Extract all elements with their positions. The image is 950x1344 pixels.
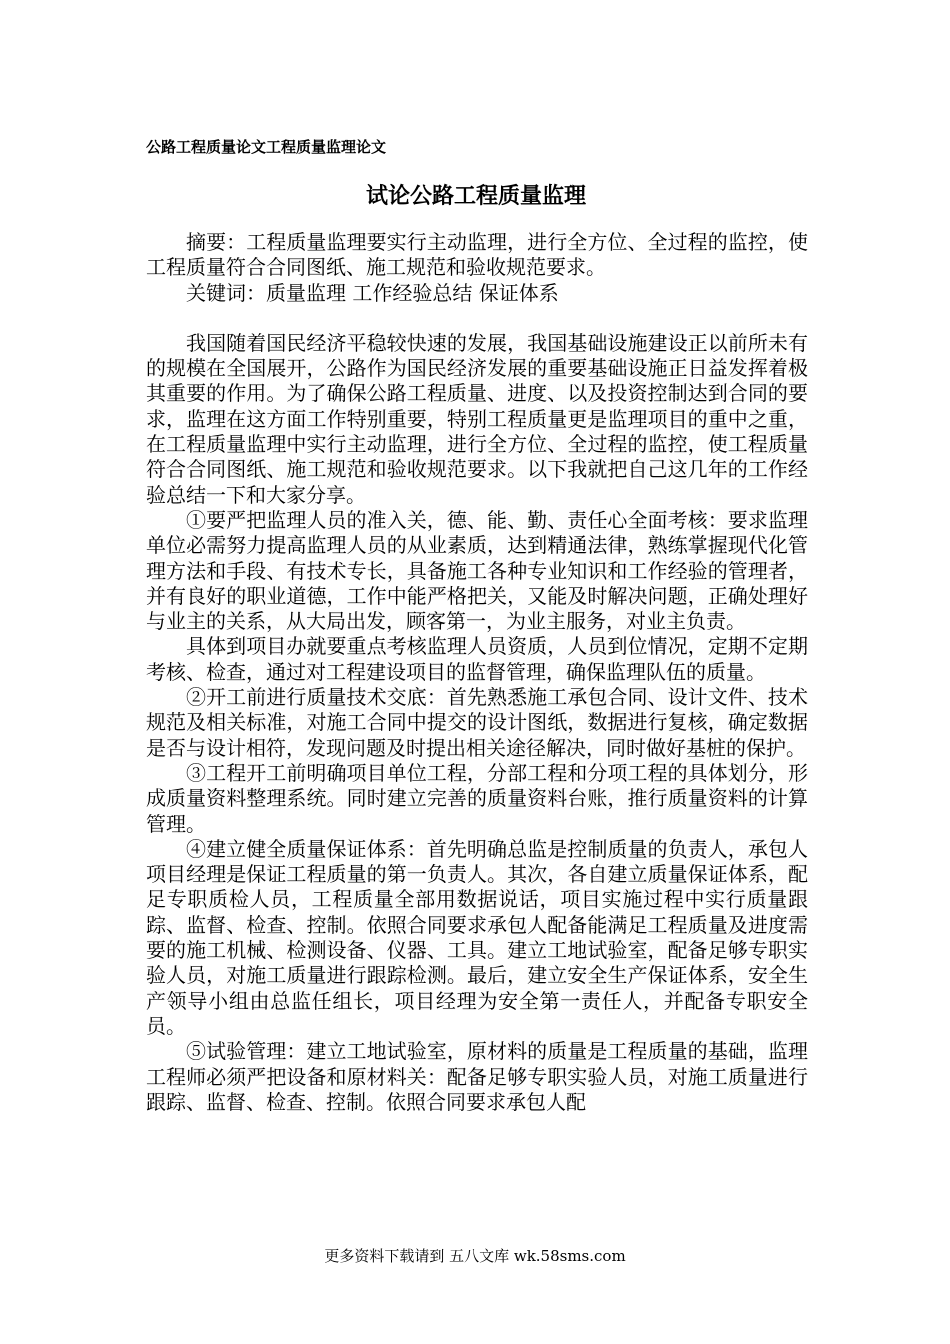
document-body [146, 230, 808, 1115]
document-title: 试论公路工程质量监理 [365, 184, 586, 209]
body-paragraph: ⑤试验管理：建立工地试验室，原材料的质量是工程质量的基础，监理工程师必须严把设备和原材料关：配备足够专职实验人员，对施工质量进行跟踪、监督、检查、控制。依照合同要求承包人配 [146, 1039, 808, 1114]
body-paragraph: 我国随着国民经济平稳较快速的发展，我国基础设施建设正以前所未有的规模在全国展开，公路作为国民经济发展的重要基础设施正日益发挥着极其重要的作用。为了确保公路工程质量、进度、以及投资控制达到合同的要求，监理在这方面工作特别重要，特别工程质量更是监理项目的重中之重，在工程质量监理中实行主动监理，进行全方位、全过程的监控，使工程质量符合合同图纸、施工规范和验收规范要求。以下我就把自己这几年的工作经验总结一下和大家分享。 [146, 330, 808, 507]
body-paragraph: ①要严把监理人员的准入关，德、能、勤、责任心全面考核：要求监理单位必需努力提高监理人员的从业素质，达到精通法律，熟练掌握现代化管理方法和手段、有技术专长，具备施工各种专业知识和工作经验的管理者，并有良好的职业道德，工作中能严格把关，又能及时解决问题，正确处理好与业主的关系，从大局出发，顾客第一，为业主服务，对业主负责。 [146, 507, 808, 634]
download-footer-note: 更多资料下载请到 五八文库 wk.58sms.com [324, 1247, 626, 1265]
abstract-paragraph: 摘要：工程质量监理要实行主动监理，进行全方位、全过程的监控，使工程质量符合合同图纸、施工规范和验收规范要求。 [146, 230, 808, 280]
body-paragraph: ④建立健全质量保证体系：首先明确总监是控制质量的负责人，承包人项目经理是保证工程质量的第一负责人。其次，各自建立质量保证体系，配足专职质检人员，工程质量全部用数据说话，项目实施过程中实行质量跟踪、监督、检查、控制。依照合同要求承包人配备能满足工程质量及进度需要的施工机械、检测设备、仪器、工具。建立工地试验室，配备足够专职实验人员，对施工质量进行跟踪检测。最后，建立安全生产保证体系，安全生产领导小组由总监任组长，项目经理为安全第一责任人，并配备专职安全员。 [146, 836, 808, 1038]
body-paragraph: ③工程开工前明确项目单位工程，分部工程和分项工程的具体划分，形成质量资料整理系统。同时建立完善的质量资料台账，推行质量资料的计算管理。 [146, 760, 808, 836]
document-category-header: 公路工程质量论文工程质量监理论文 [146, 138, 387, 156]
body-paragraph: ②开工前进行质量技术交底：首先熟悉施工承包合同、设计文件、技术规范及相关标准，对施工合同中提交的设计图纸，数据进行复核，确定数据是否与设计相符，发现问题及时提出相关途径解决，同时做好基桩的保护。 [146, 685, 808, 760]
keywords-paragraph: 关键词：质量监理 工作经验总结 保证体系 [186, 280, 559, 305]
body-paragraph: 具体到项目办就要重点考核监理人员资质，人员到位情况，定期不定期考核、检查，通过对工程建设项目的监督管理，确保监理队伍的质量。 [146, 634, 808, 684]
